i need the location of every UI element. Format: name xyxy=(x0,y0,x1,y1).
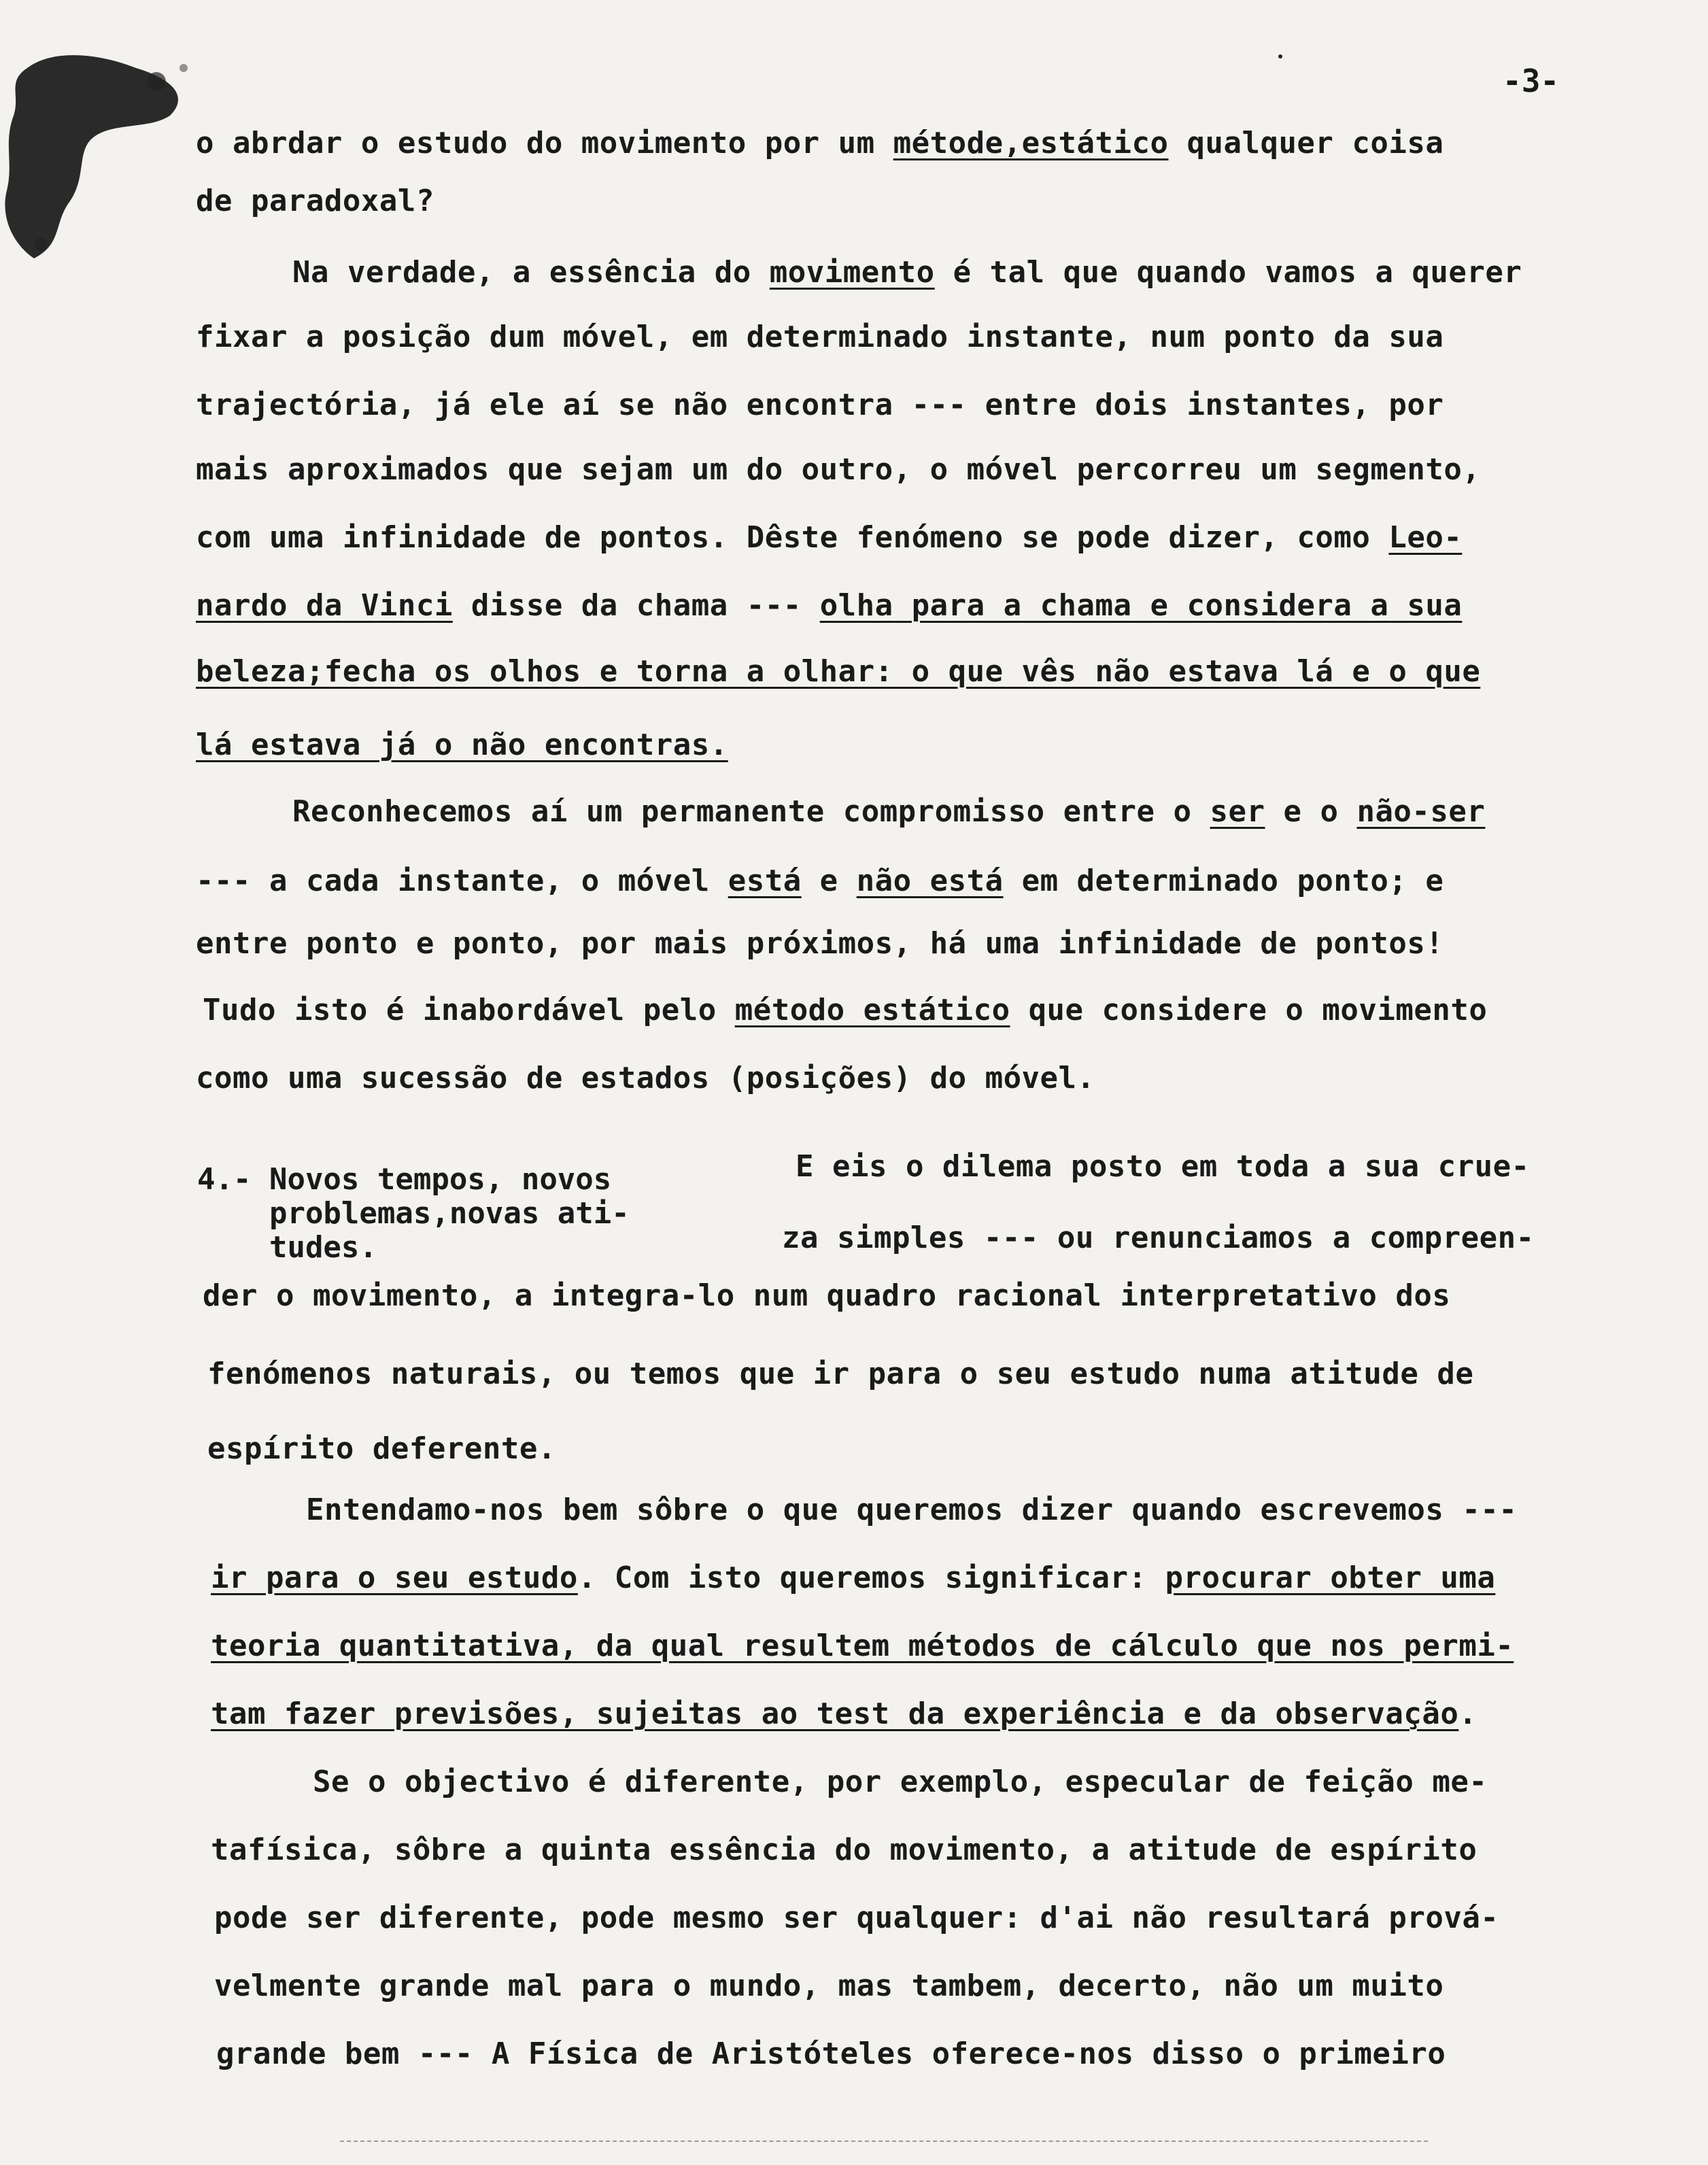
text-line xyxy=(211,1561,1495,1595)
text-line xyxy=(306,1493,1517,1527)
text-segment: que considere o movimento xyxy=(1010,993,1488,1027)
text-segment: Se o objectivo é diferente, por exemplo, especular de feição me- xyxy=(313,1765,1488,1799)
text-segment: com uma infinidade de pontos. Dêste fenómeno se pode dizer, como xyxy=(196,520,1389,555)
text-line xyxy=(196,126,1444,160)
text-segment: Entendamo-nos bem sôbre o que queremos dizer quando escrevemos --- xyxy=(306,1493,1518,1527)
text-line xyxy=(216,2036,1446,2071)
text-segment: grande bem --- A Física de Aristóteles oferece-nos disso o primeiro xyxy=(216,2036,1446,2071)
text-segment: disse da chama --- xyxy=(452,588,820,623)
text-segment: pode ser diferente, pode mesmo ser qualquer: d'ai não resultará prová- xyxy=(214,1900,1499,1935)
text-line xyxy=(196,1061,1095,1095)
text-line xyxy=(196,926,1444,961)
text-segment: fixar a posição dum móvel, em determinado instante, num ponto da sua xyxy=(196,320,1444,354)
text-line xyxy=(782,1221,1535,1255)
underlined-text: métode,estático xyxy=(893,126,1169,160)
text-segment: espírito deferente. xyxy=(207,1431,556,1466)
underlined-text: tam fazer previsões, sujeitas ao test da experiência e da observação xyxy=(211,1697,1459,1731)
text-segment: o abrdar o estudo do movimento por um xyxy=(196,126,893,160)
underlined-text: ir para o seu estudo xyxy=(211,1561,578,1595)
text-line xyxy=(214,1968,1444,2003)
text-segment: fenómenos naturais, ou temos que ir para o seu estudo numa atitude de xyxy=(207,1357,1474,1391)
text-segment: Na verdade, a essência do xyxy=(292,255,770,290)
text-line xyxy=(211,1697,1477,1731)
text-segment: E eis o dilema posto em toda a sua crue- xyxy=(796,1149,1530,1184)
text-segment: der o movimento, a integra-lo num quadro racional interpretativo dos xyxy=(203,1278,1451,1313)
text-segment: entre ponto e ponto, por mais próximos, há uma infinidade de pontos! xyxy=(196,926,1444,961)
underlined-text: nardo da Vinci xyxy=(196,588,453,623)
text-line xyxy=(207,1431,556,1466)
page-number: -3- xyxy=(1503,63,1560,99)
text-line xyxy=(196,184,434,218)
text-segment: . Com isto queremos significar: xyxy=(577,1561,1165,1595)
ink-stain-icon xyxy=(0,41,204,265)
section-heading: 4.- Novos tempos, novos problemas,novas ati- tudes. xyxy=(197,1162,630,1265)
underlined-text: ser xyxy=(1210,794,1265,829)
text-line xyxy=(313,1765,1487,1799)
text-line xyxy=(196,520,1462,555)
underlined-text: procurar obter uma xyxy=(1165,1561,1496,1595)
text-line xyxy=(196,452,1480,487)
text-line xyxy=(196,588,1462,623)
text-segment: e o xyxy=(1265,794,1357,829)
underlined-text: está xyxy=(728,864,802,898)
text-segment: como uma sucessão de estados (posições) do móvel. xyxy=(196,1061,1095,1095)
underlined-text: Leo- xyxy=(1388,520,1463,555)
underlined-text: não está xyxy=(856,864,1004,898)
text-segment: velmente grande mal para o mundo, mas tambem, decerto, não um muito xyxy=(214,1968,1444,2003)
text-segment: em determinado ponto; e xyxy=(1003,864,1444,898)
underlined-text: beleza;fecha os olhos e torna a olhar: o que vês não estava lá e o que xyxy=(196,654,1481,689)
text-line xyxy=(214,1900,1499,1935)
text-line xyxy=(196,728,728,762)
text-line xyxy=(196,864,1444,898)
text-line xyxy=(203,993,1487,1027)
text-segment: Tudo isto é inabordável pelo xyxy=(203,993,735,1027)
text-line xyxy=(196,654,1480,689)
text-segment: Reconhecemos aí um permanente compromisso entre o xyxy=(292,794,1210,829)
text-segment: e xyxy=(801,864,857,898)
speck xyxy=(1278,54,1282,58)
text-line xyxy=(211,1832,1477,1867)
text-segment: . xyxy=(1458,1697,1478,1731)
underlined-text: teoria quantitativa, da qual resultem métodos de cálculo que nos permi- xyxy=(211,1629,1514,1663)
underlined-text: não-ser xyxy=(1356,794,1486,829)
underlined-text: movimento xyxy=(769,255,935,290)
text-segment: tafísica, sôbre a quinta essência do movimento, a atitude de espírito xyxy=(211,1832,1478,1867)
underlined-text: olha para a chama e considera a sua xyxy=(819,588,1463,623)
text-line xyxy=(292,794,1485,829)
text-line xyxy=(196,388,1444,422)
text-segment: za simples --- ou renunciamos a compreen- xyxy=(782,1221,1535,1255)
text-line xyxy=(211,1629,1514,1663)
text-segment: é tal que quando vamos a querer xyxy=(934,255,1522,290)
text-segment: de paradoxal? xyxy=(196,184,434,218)
text-line xyxy=(207,1357,1473,1391)
text-line xyxy=(292,255,1522,290)
text-segment: trajectória, já ele aí se não encontra --- entre dois instantes, por xyxy=(196,388,1444,422)
page-bottom-edge xyxy=(340,2141,1428,2142)
text-line xyxy=(203,1278,1450,1313)
text-line xyxy=(196,320,1444,354)
text-line xyxy=(796,1149,1530,1184)
underlined-text: lá estava já o não encontras. xyxy=(196,728,728,762)
text-segment: qualquer coisa xyxy=(1168,126,1444,160)
text-segment: --- a cada instante, o móvel xyxy=(196,864,728,898)
underlined-text: método estático xyxy=(734,993,1010,1027)
text-segment: mais aproximados que sejam um do outro, o móvel percorreu um segmento, xyxy=(196,452,1481,487)
